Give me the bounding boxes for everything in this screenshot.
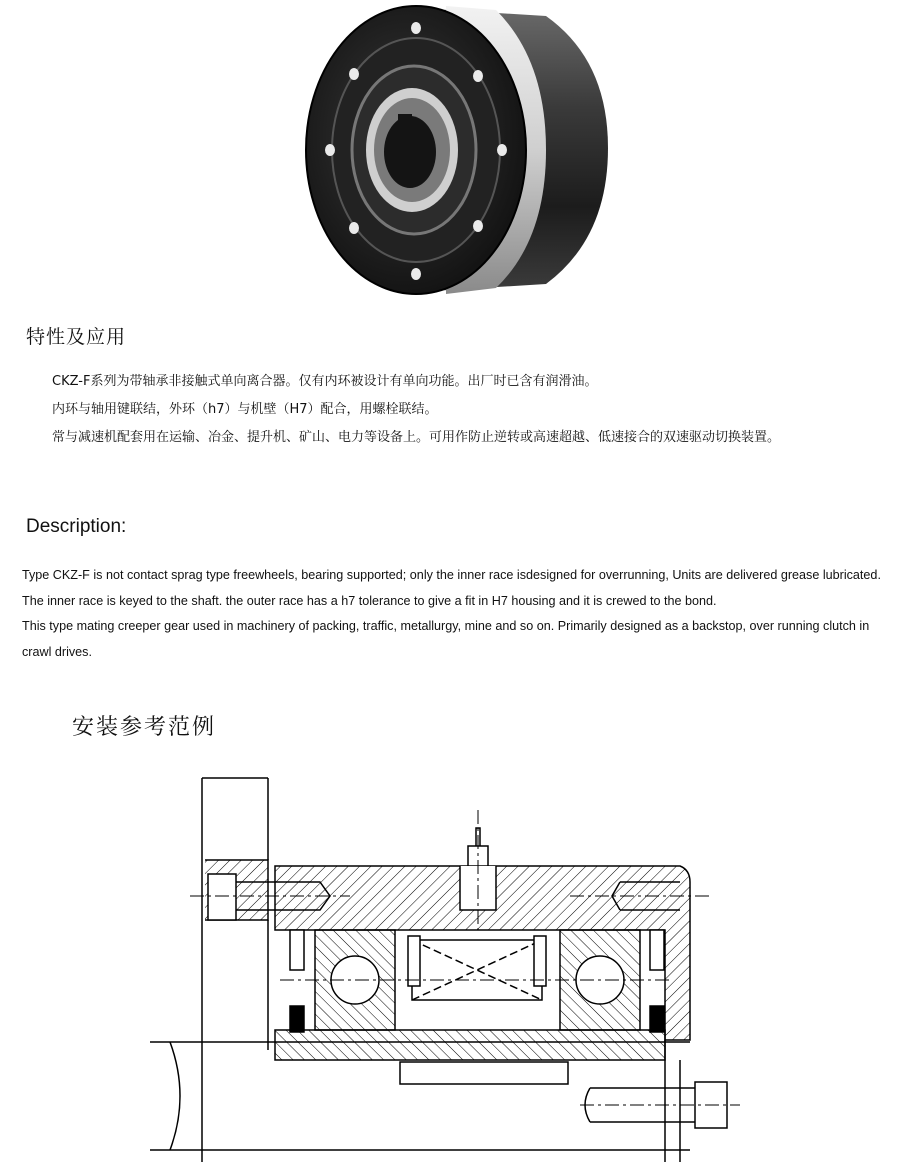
- product-photo: [296, 0, 616, 300]
- features-paragraph: CKZ-F系列为带轴承非接触式单向离合器。仅有内环被设计有单向功能。出厂时已含有润滑油。: [52, 374, 598, 389]
- features-title: 特性及应用: [26, 326, 127, 348]
- description-paragraph: This type mating creeper gear used in machinery of packing, traffic, metallurgy, mine and so on. Primarily designed as a backstop, over running clutch in crawl drives.: [22, 619, 870, 659]
- features-paragraph: 内环与轴用键联结，外环（h7）与机壁（H7）配合，用螺栓联结。: [52, 402, 438, 417]
- features-text: [22, 370, 884, 454]
- description-text: [22, 563, 886, 665]
- description-paragraph: The inner race is keyed to the shaft. the outer race has a h7 tolerance to give a fit in H7 housing and it is crewed to the bond.: [22, 593, 717, 608]
- description-title: Description:: [26, 516, 127, 537]
- features-paragraph: 常与减速机配套用在运输、冶金、提升机、矿山、电力等设备上。可用作防止逆转或高速超越、低速接合的双速驱动切换装置。: [52, 430, 781, 445]
- shaft-bore: [384, 116, 436, 188]
- installation-drawing: [150, 770, 750, 1162]
- installation-title: 安装参考范例: [72, 715, 217, 740]
- description-paragraph: Type CKZ-F is not contact sprag type freewheels, bearing supported; only the inner race isdesigned for overrunning, Units are delivered grease lubricated.: [22, 568, 881, 582]
